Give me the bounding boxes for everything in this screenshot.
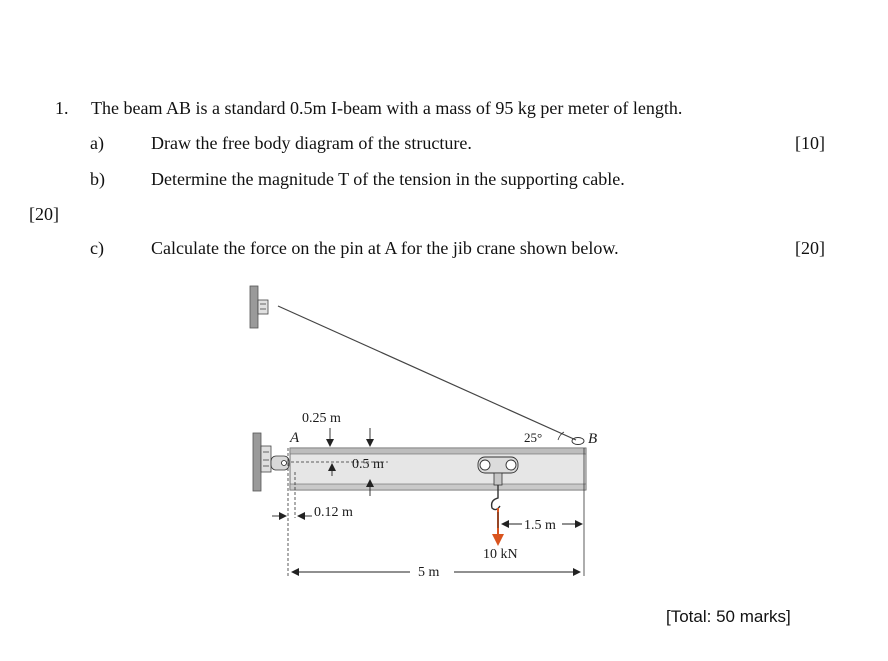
- load-arrowhead: [492, 534, 504, 546]
- part-a-label: a): [90, 133, 104, 153]
- label-dim-depth: 0.5 m: [352, 457, 384, 472]
- part-a-marks: [10]: [795, 133, 825, 153]
- total-marks: [Total: 50 marks]: [666, 607, 791, 626]
- label-dim-span: 5 m: [418, 565, 440, 580]
- part-b-marks: [20]: [29, 204, 59, 224]
- i-beam: [290, 448, 586, 490]
- label-dim-offset: 0.12 m: [314, 505, 353, 520]
- label-dim-top: 0.25 m: [302, 411, 341, 426]
- part-b-label: b): [90, 169, 105, 189]
- cable-attachment-icon: [572, 438, 584, 445]
- label-load: 10 kN: [483, 547, 518, 562]
- label-angle: 25°: [524, 430, 543, 445]
- part-c-label: c): [90, 238, 104, 258]
- part-a-text: Draw the free body diagram of the structure.: [151, 133, 472, 153]
- label-dim-load: 1.5 m: [524, 518, 556, 533]
- part-c-marks: [20]: [795, 238, 825, 258]
- question-stem: The beam AB is a standard 0.5m I-beam with a mass of 95 kg per meter of length.: [91, 98, 683, 118]
- lower-wall-bracket: [253, 433, 289, 491]
- question-number: 1.: [55, 98, 69, 118]
- jib-crane-diagram: [240, 276, 600, 586]
- part-c-text: Calculate the force on the pin at A for the jib crane shown below.: [151, 238, 619, 258]
- label-point-b: B: [588, 431, 598, 447]
- upper-wall-bracket: [250, 286, 268, 328]
- part-b-text: Determine the magnitude T of the tension in the supporting cable.: [151, 169, 625, 189]
- label-point-a: A: [290, 430, 300, 446]
